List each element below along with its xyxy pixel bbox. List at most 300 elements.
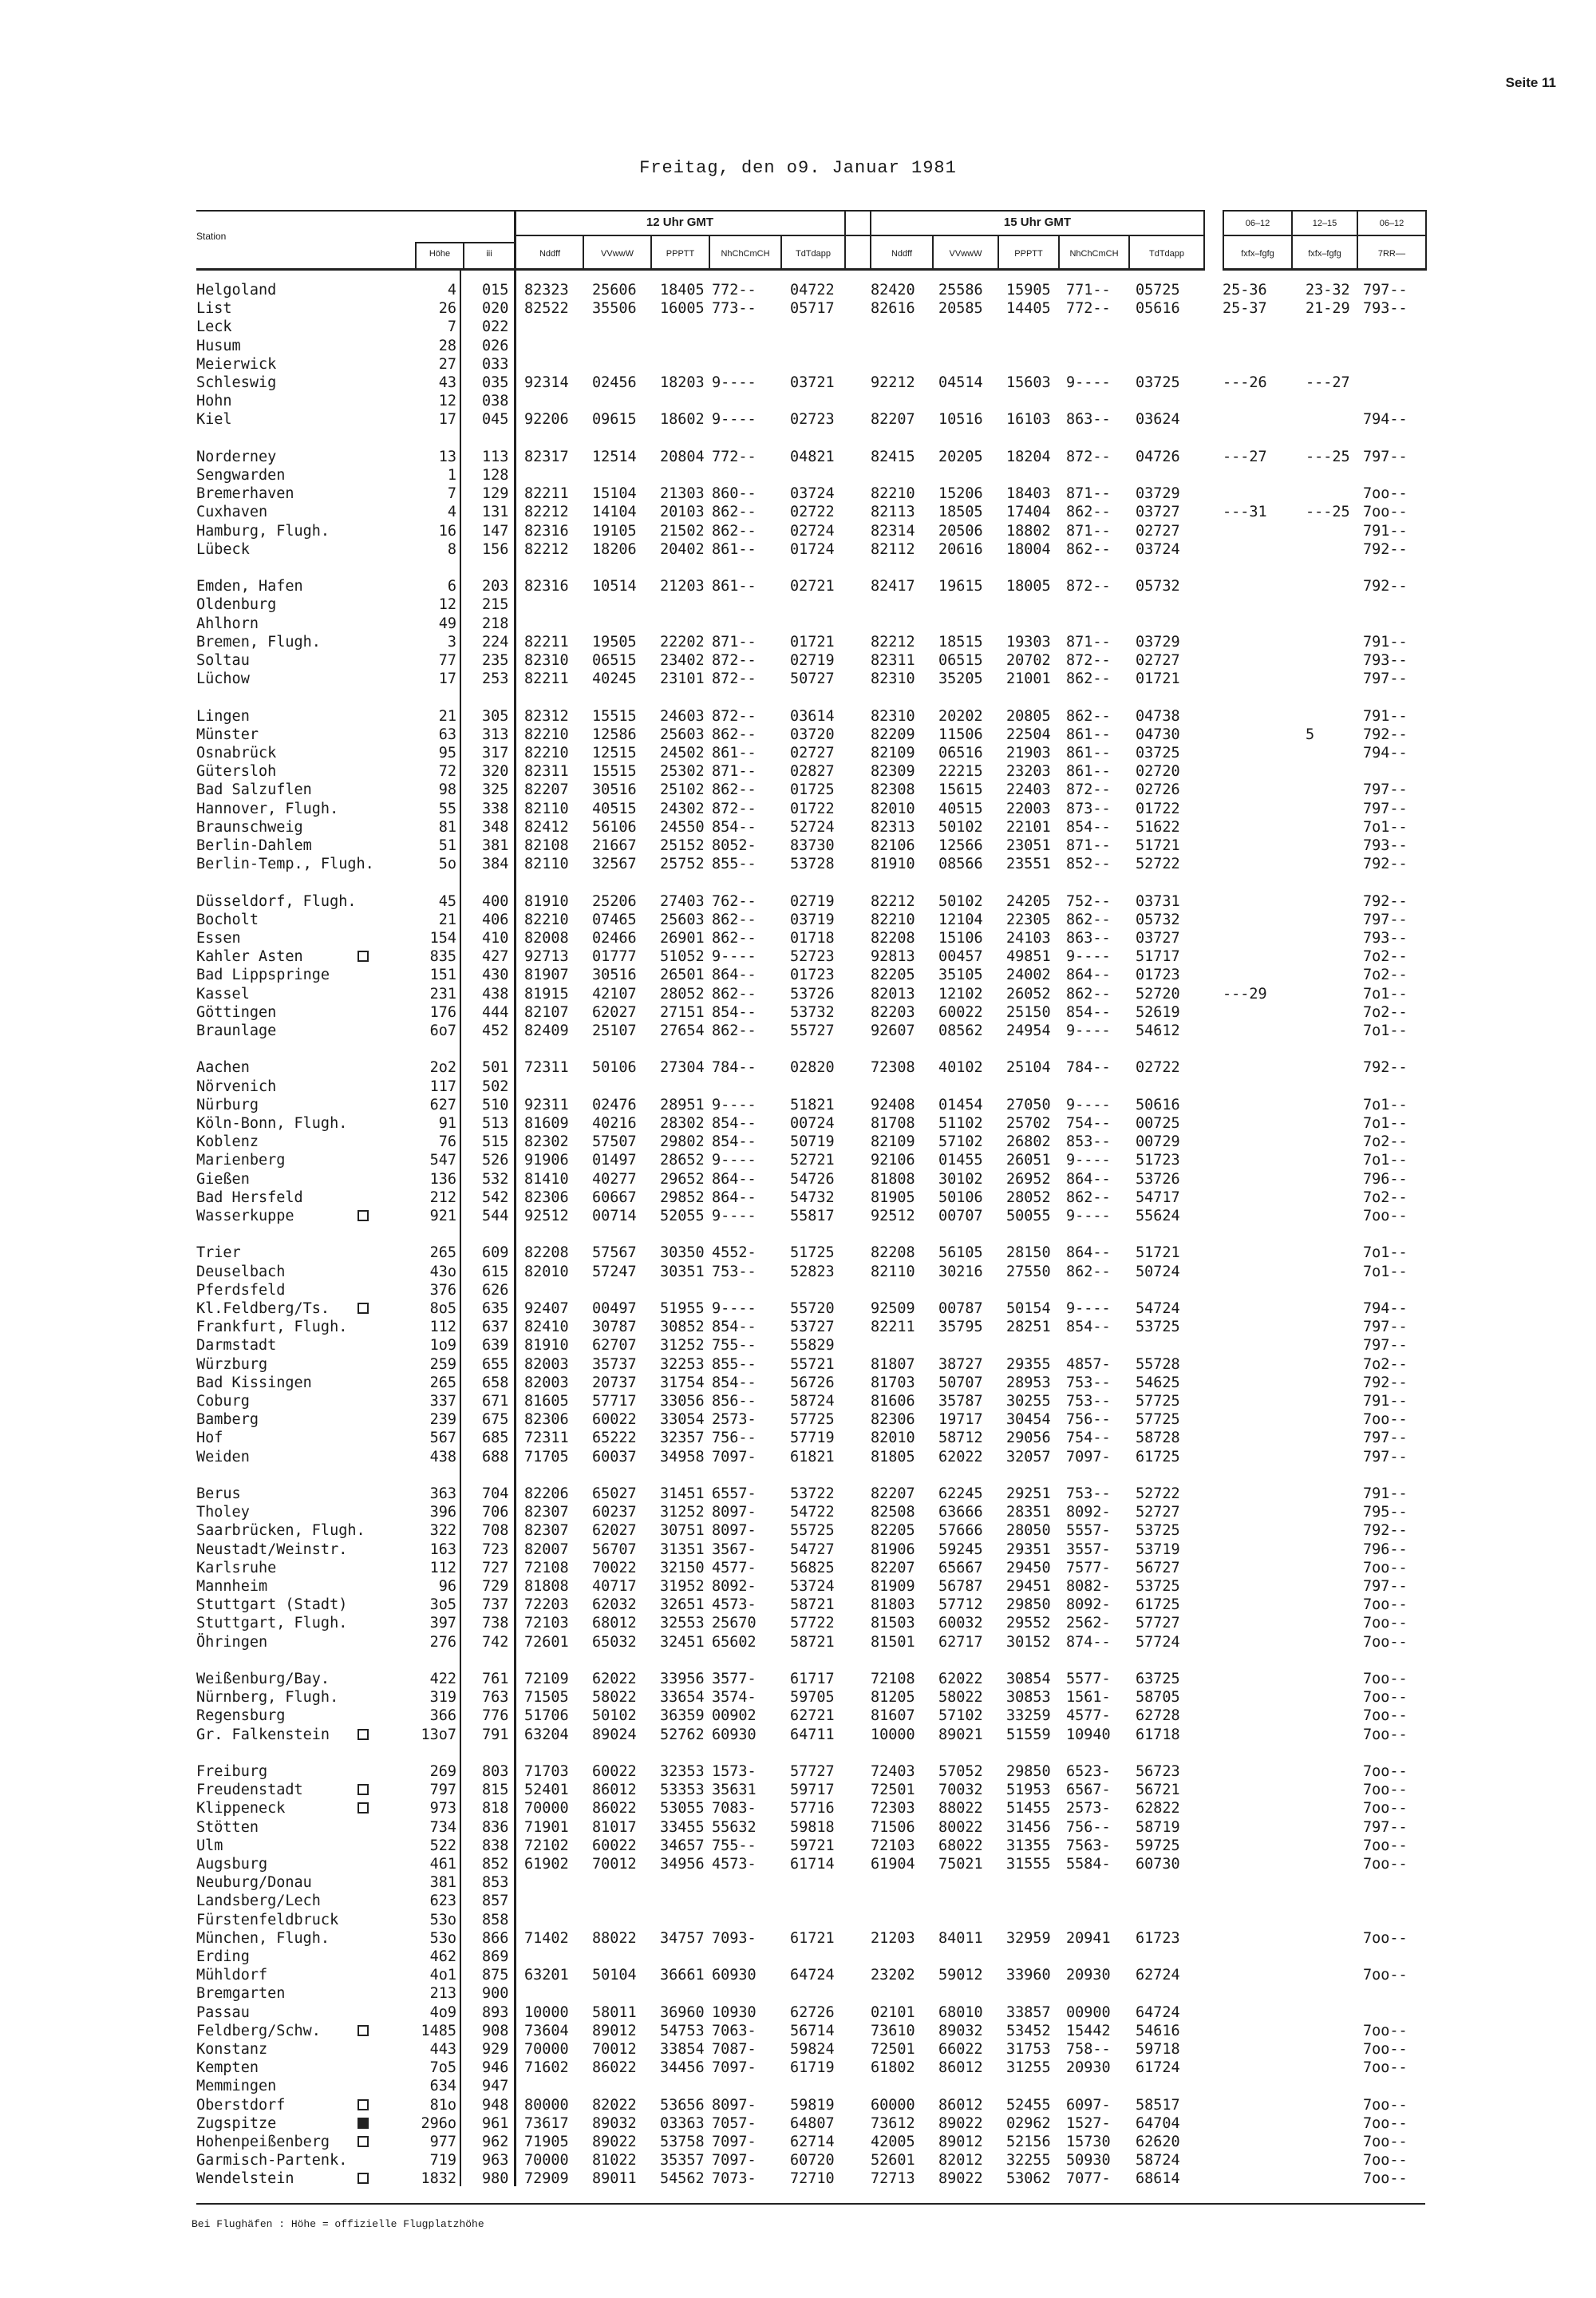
station-height: 21 bbox=[438, 912, 456, 928]
obs-15-value: 35795 bbox=[938, 1319, 983, 1335]
table-row bbox=[0, 1984, 1596, 2003]
obs-12-value: 88022 bbox=[592, 1930, 637, 1947]
obs-12-value: 54727 bbox=[790, 1541, 835, 1558]
table-row bbox=[0, 1003, 1596, 1022]
obs-15-value: 01722 bbox=[1136, 801, 1180, 817]
obs-12-value: 53055 bbox=[660, 1800, 705, 1817]
station-name: Weißenburg/Bay. bbox=[196, 1671, 330, 1687]
obs-12-value: 82211 bbox=[524, 634, 569, 651]
station-index: 626 bbox=[482, 1282, 509, 1299]
obs-12-value: 55727 bbox=[790, 1022, 835, 1039]
obs-12-value: 854-- bbox=[712, 1133, 757, 1150]
obs-12-value: 55829 bbox=[790, 1337, 835, 1354]
table-row bbox=[0, 2077, 1596, 2095]
obs-15-value: 32057 bbox=[1006, 1449, 1051, 1465]
obs-15-value: 53719 bbox=[1136, 1541, 1180, 1558]
obs-12-value: 31252 bbox=[660, 1504, 705, 1521]
obs-15-value: 61725 bbox=[1136, 1596, 1180, 1613]
obs-15-value: 772-- bbox=[1066, 300, 1111, 317]
obs-12-value: 82212 bbox=[524, 504, 569, 520]
obs-15-value: 31255 bbox=[1006, 2059, 1051, 2076]
obs-15-value: 58719 bbox=[1136, 1819, 1180, 1836]
obs-15-value: 84011 bbox=[938, 1930, 983, 1947]
station-index: 671 bbox=[482, 1393, 509, 1410]
station-height: 973 bbox=[429, 1800, 456, 1817]
obs-12-value: 862-- bbox=[712, 912, 757, 928]
obs-15-value: 49851 bbox=[1006, 948, 1051, 965]
station-name: Schleswig bbox=[196, 374, 277, 391]
obs-12-value: 28951 bbox=[660, 1097, 705, 1113]
obs-12-value: 52762 bbox=[660, 1726, 705, 1743]
station-height: 381 bbox=[429, 1874, 456, 1891]
obs-12-value: 861-- bbox=[712, 745, 757, 761]
obs-12-value: 81910 bbox=[524, 1337, 569, 1354]
station-index: 818 bbox=[482, 1800, 509, 1817]
table-row bbox=[0, 744, 1596, 762]
header-extra2-bottom: fxfx–fgfg bbox=[1308, 249, 1341, 259]
obs-12-value: 1573- bbox=[712, 1763, 757, 1780]
obs-12-value: 52723 bbox=[790, 948, 835, 965]
extra-value: 7o1-- bbox=[1363, 1244, 1408, 1261]
obs-12-value: 61717 bbox=[790, 1671, 835, 1687]
obs-15-value: 864-- bbox=[1066, 1171, 1111, 1188]
extra-value: 7oo-- bbox=[1363, 1596, 1408, 1613]
table-row bbox=[0, 448, 1596, 466]
station-index: 320 bbox=[482, 763, 509, 780]
obs-12-value: 25606 bbox=[592, 282, 637, 299]
square-icon bbox=[358, 951, 369, 962]
obs-15-value: 73610 bbox=[871, 2023, 915, 2039]
obs-15-value: 752-- bbox=[1066, 893, 1111, 910]
obs-12-value: 8092- bbox=[712, 1578, 757, 1595]
obs-15-value: 24103 bbox=[1006, 930, 1051, 947]
obs-15-value: 753-- bbox=[1066, 1393, 1111, 1410]
extra-value: 7o2-- bbox=[1363, 1133, 1408, 1150]
table-row bbox=[0, 1596, 1596, 1614]
obs-15-value: 82309 bbox=[871, 763, 915, 780]
obs-12-value: 62714 bbox=[790, 2134, 835, 2150]
obs-12-value: 31754 bbox=[660, 1374, 705, 1391]
obs-15-value: 66022 bbox=[938, 2041, 983, 2058]
obs-15-value: 82207 bbox=[871, 1485, 915, 1502]
obs-12-value: 15515 bbox=[592, 708, 637, 725]
obs-12-value: 64711 bbox=[790, 1726, 835, 1743]
obs-12-value: 72109 bbox=[524, 1671, 569, 1687]
obs-12-value: 52055 bbox=[660, 1208, 705, 1224]
obs-15-value: 02101 bbox=[871, 2004, 915, 2021]
obs-12-value: 02719 bbox=[790, 893, 835, 910]
station-name: Mannheim bbox=[196, 1578, 268, 1595]
obs-15-value: 81803 bbox=[871, 1596, 915, 1613]
station-height: 51 bbox=[438, 837, 456, 854]
station-height: 5o bbox=[438, 856, 456, 872]
obs-15-value: 9---- bbox=[1066, 1022, 1111, 1039]
obs-12-value: 01777 bbox=[592, 948, 637, 965]
table-row bbox=[0, 1892, 1596, 1910]
obs-12-value: 61821 bbox=[790, 1449, 835, 1465]
station-name: Berlin-Dahlem bbox=[196, 837, 312, 854]
table-row bbox=[0, 2114, 1596, 2133]
obs-15-value: 22215 bbox=[938, 763, 983, 780]
obs-12-value: 32150 bbox=[660, 1560, 705, 1576]
station-index: 131 bbox=[482, 504, 509, 520]
obs-12-value: 02727 bbox=[790, 745, 835, 761]
obs-12-value: 03720 bbox=[790, 726, 835, 743]
obs-12-value: 27654 bbox=[660, 1022, 705, 1039]
header-extra3-top: 06–12 bbox=[1379, 219, 1404, 228]
extra-value: 7o1-- bbox=[1363, 986, 1408, 1003]
obs-15-value: 03729 bbox=[1136, 634, 1180, 651]
obs-15-value: 20805 bbox=[1006, 708, 1051, 725]
obs-15-value: 72308 bbox=[871, 1059, 915, 1076]
obs-15-value: 20202 bbox=[938, 708, 983, 725]
station-height: 3o5 bbox=[429, 1596, 456, 1613]
station-name: Neustadt/Weinstr. bbox=[196, 1541, 348, 1558]
obs-15-value: 12566 bbox=[938, 837, 983, 854]
obs-15-value: 4857- bbox=[1066, 1356, 1111, 1373]
obs-12-value: 30787 bbox=[592, 1319, 637, 1335]
table-row bbox=[0, 595, 1596, 614]
station-name: Braunlage bbox=[196, 1022, 277, 1039]
obs-15-value: 02727 bbox=[1136, 652, 1180, 669]
obs-15-value: 04738 bbox=[1136, 708, 1180, 725]
station-name: Pferdsfeld bbox=[196, 1282, 286, 1299]
obs-15-value: 52455 bbox=[1006, 2097, 1051, 2114]
extra-value: 7oo-- bbox=[1363, 2059, 1408, 2076]
obs-12-value: 82317 bbox=[524, 449, 569, 465]
extra-value: 7o2-- bbox=[1363, 1004, 1408, 1021]
station-height: 55 bbox=[438, 801, 456, 817]
station-index: 156 bbox=[482, 541, 509, 558]
station-name: Aachen bbox=[196, 1059, 250, 1076]
obs-15-value: 00707 bbox=[938, 1208, 983, 1224]
obs-15-value: 56105 bbox=[938, 1244, 983, 1261]
square-icon bbox=[358, 1802, 369, 1813]
obs-12-value: 01725 bbox=[790, 781, 835, 798]
obs-15-value: 51717 bbox=[1136, 948, 1180, 965]
obs-15-value: 32255 bbox=[1006, 2152, 1051, 2169]
obs-12-value: 60237 bbox=[592, 1504, 637, 1521]
station-height: 45 bbox=[438, 893, 456, 910]
obs-15-value: 02726 bbox=[1136, 781, 1180, 798]
station-name: Tholey bbox=[196, 1504, 250, 1521]
obs-12-value: 21502 bbox=[660, 523, 705, 540]
obs-12-value: 89022 bbox=[592, 2134, 637, 2150]
station-index: 128 bbox=[482, 467, 509, 484]
obs-15-value: 92512 bbox=[871, 1208, 915, 1224]
extra-value: 797-- bbox=[1363, 1819, 1408, 1836]
obs-15-value: 863-- bbox=[1066, 411, 1111, 428]
obs-12-value: 872-- bbox=[712, 801, 757, 817]
obs-15-value: 28351 bbox=[1006, 1504, 1051, 1521]
obs-12-value: 34757 bbox=[660, 1930, 705, 1947]
obs-15-value: 26802 bbox=[1006, 1133, 1051, 1150]
station-index: 852 bbox=[482, 1856, 509, 1873]
obs-15-value: 68614 bbox=[1136, 2170, 1180, 2187]
station-name: Hannover, Flugh. bbox=[196, 801, 339, 817]
station-name: Oberstdorf bbox=[196, 2097, 286, 2114]
obs-12-value: 82210 bbox=[524, 912, 569, 928]
station-name: Öhringen bbox=[196, 1634, 268, 1651]
obs-15-value: 89022 bbox=[938, 2115, 983, 2132]
obs-15-value: 81906 bbox=[871, 1541, 915, 1558]
obs-15-value: 862-- bbox=[1066, 541, 1111, 558]
obs-15-value: 862-- bbox=[1066, 670, 1111, 687]
obs-15-value: 18005 bbox=[1006, 578, 1051, 595]
station-height: 112 bbox=[429, 1560, 456, 1576]
obs-12-value: 92512 bbox=[524, 1208, 569, 1224]
obs-15-value: 82209 bbox=[871, 726, 915, 743]
obs-15-value: 25150 bbox=[1006, 1004, 1051, 1021]
obs-12-value: 753-- bbox=[712, 1264, 757, 1280]
obs-15-value: 53452 bbox=[1006, 2023, 1051, 2039]
obs-12-value: 4573- bbox=[712, 1856, 757, 1873]
obs-12-value: 81017 bbox=[592, 1819, 637, 1836]
station-index: 317 bbox=[482, 745, 509, 761]
obs-12-value: 58721 bbox=[790, 1634, 835, 1651]
table-row bbox=[0, 1873, 1596, 1892]
station-index: 035 bbox=[482, 374, 509, 391]
obs-15-value: 88022 bbox=[938, 1800, 983, 1817]
station-name: Bremgarten bbox=[196, 1985, 286, 2002]
obs-15-value: 30152 bbox=[1006, 1634, 1051, 1651]
obs-12-value: 70000 bbox=[524, 1800, 569, 1817]
table-row bbox=[0, 1078, 1596, 1096]
station-index: 338 bbox=[482, 801, 509, 817]
station-index: 438 bbox=[482, 986, 509, 1003]
station-name: List bbox=[196, 300, 232, 317]
obs-12-value: 8097- bbox=[712, 1504, 757, 1521]
obs-12-value: 864-- bbox=[712, 1189, 757, 1206]
obs-12-value: 50104 bbox=[592, 1967, 637, 1984]
station-height: 337 bbox=[429, 1393, 456, 1410]
station-name: Mühldorf bbox=[196, 1967, 268, 1984]
station-name: Berlin-Temp., Flugh. bbox=[196, 856, 374, 872]
station-index: 510 bbox=[482, 1097, 509, 1113]
obs-15-value: 29056 bbox=[1006, 1430, 1051, 1446]
extra-value: 7o1-- bbox=[1363, 1022, 1408, 1039]
obs-15-value: 20930 bbox=[1066, 2059, 1111, 2076]
obs-12-value: 864-- bbox=[712, 967, 757, 983]
station-name: Braunschweig bbox=[196, 819, 303, 836]
obs-15-value: 92106 bbox=[871, 1152, 915, 1169]
station-name: Augsburg bbox=[196, 1856, 268, 1873]
obs-12-value: 82207 bbox=[524, 781, 569, 798]
station-index: 706 bbox=[482, 1504, 509, 1521]
station-height: 547 bbox=[429, 1152, 456, 1169]
extra-value: ---25 bbox=[1306, 449, 1350, 465]
station-index: 224 bbox=[482, 634, 509, 651]
header-a-vvwww: VVwwW bbox=[601, 249, 634, 259]
obs-15-value: 01723 bbox=[1136, 967, 1180, 983]
obs-12-value: 82412 bbox=[524, 819, 569, 836]
obs-12-value: 31252 bbox=[660, 1337, 705, 1354]
station-index: 688 bbox=[482, 1449, 509, 1465]
obs-15-value: 21001 bbox=[1006, 670, 1051, 687]
station-height: 63 bbox=[438, 726, 456, 743]
header-station: Station bbox=[196, 231, 227, 242]
obs-12-value: 82302 bbox=[524, 1133, 569, 1150]
obs-12-value: 72203 bbox=[524, 1596, 569, 1613]
obs-15-value: 9---- bbox=[1066, 1152, 1111, 1169]
obs-12-value: 54726 bbox=[790, 1171, 835, 1188]
obs-12-value: 82211 bbox=[524, 670, 569, 687]
obs-12-value: 40216 bbox=[592, 1115, 637, 1132]
station-name: Ahlhorn bbox=[196, 615, 259, 632]
station-height: 522 bbox=[429, 1837, 456, 1854]
square-icon bbox=[358, 1784, 369, 1795]
station-index: 685 bbox=[482, 1430, 509, 1446]
obs-15-value: 03725 bbox=[1136, 374, 1180, 391]
obs-15-value: 35205 bbox=[938, 670, 983, 687]
obs-15-value: 50106 bbox=[938, 1189, 983, 1206]
obs-12-value: 862-- bbox=[712, 523, 757, 540]
obs-15-value: 72403 bbox=[871, 1763, 915, 1780]
station-index: 325 bbox=[482, 781, 509, 798]
obs-15-value: 23551 bbox=[1006, 856, 1051, 872]
obs-12-value: 25302 bbox=[660, 763, 705, 780]
obs-12-value: 53732 bbox=[790, 1004, 835, 1021]
obs-12-value: 861-- bbox=[712, 541, 757, 558]
obs-15-value: 26952 bbox=[1006, 1171, 1051, 1188]
table-row bbox=[0, 1559, 1596, 1577]
obs-15-value: 18204 bbox=[1006, 449, 1051, 465]
obs-12-value: 60022 bbox=[592, 1837, 637, 1854]
obs-15-value: 61802 bbox=[871, 2059, 915, 2076]
obs-15-value: 27550 bbox=[1006, 1264, 1051, 1280]
obs-12-value: 59705 bbox=[790, 1689, 835, 1706]
table-row bbox=[0, 1355, 1596, 1374]
obs-12-value: 58011 bbox=[592, 2004, 637, 2021]
obs-15-value: 86012 bbox=[938, 2059, 983, 2076]
obs-15-value: 81805 bbox=[871, 1449, 915, 1465]
obs-12-value: 51725 bbox=[790, 1244, 835, 1261]
obs-12-value: 23402 bbox=[660, 652, 705, 669]
station-index: 776 bbox=[482, 1707, 509, 1724]
station-height: 719 bbox=[429, 2152, 456, 2169]
table-row bbox=[0, 855, 1596, 873]
obs-15-value: 38727 bbox=[938, 1356, 983, 1373]
obs-15-value: 92509 bbox=[871, 1300, 915, 1317]
obs-15-value: 18505 bbox=[938, 504, 983, 520]
obs-15-value: 92408 bbox=[871, 1097, 915, 1113]
station-index: 704 bbox=[482, 1485, 509, 1502]
obs-12-value: 53726 bbox=[790, 986, 835, 1003]
obs-12-value: 31952 bbox=[660, 1578, 705, 1595]
station-height: 213 bbox=[429, 1985, 456, 2002]
obs-12-value: 73617 bbox=[524, 2115, 569, 2132]
obs-15-value: 82207 bbox=[871, 1560, 915, 1576]
obs-12-value: 10514 bbox=[592, 578, 637, 595]
station-height: 13o7 bbox=[421, 1726, 456, 1743]
obs-12-value: 52724 bbox=[790, 819, 835, 836]
station-index: 384 bbox=[482, 856, 509, 872]
obs-15-value: 05616 bbox=[1136, 300, 1180, 317]
obs-15-value: 64724 bbox=[1136, 2004, 1180, 2021]
obs-12-value: 00902 bbox=[712, 1707, 757, 1724]
station-height: 634 bbox=[429, 2078, 456, 2094]
obs-12-value: 24302 bbox=[660, 801, 705, 817]
station-index: 015 bbox=[482, 282, 509, 299]
obs-12-value: 62027 bbox=[592, 1004, 637, 1021]
obs-15-value: 62724 bbox=[1136, 1967, 1180, 1984]
obs-12-value: 9---- bbox=[712, 1208, 757, 1224]
table-row bbox=[0, 781, 1596, 799]
table-row bbox=[0, 911, 1596, 929]
obs-15-value: 51102 bbox=[938, 1115, 983, 1132]
obs-15-value: 32959 bbox=[1006, 1930, 1051, 1947]
extra-value: 7oo-- bbox=[1363, 504, 1408, 520]
extra-value: 792-- bbox=[1363, 856, 1408, 872]
obs-15-value: 871-- bbox=[1066, 523, 1111, 540]
obs-15-value: 862-- bbox=[1066, 504, 1111, 520]
station-name: Cuxhaven bbox=[196, 504, 268, 520]
obs-15-value: 55728 bbox=[1136, 1356, 1180, 1373]
table-row bbox=[0, 1096, 1596, 1114]
obs-15-value: 9---- bbox=[1066, 948, 1111, 965]
station-index: 502 bbox=[482, 1078, 509, 1095]
obs-12-value: 55720 bbox=[790, 1300, 835, 1317]
obs-15-value: 81503 bbox=[871, 1615, 915, 1632]
obs-15-value: 15615 bbox=[938, 781, 983, 798]
obs-12-value: 04821 bbox=[790, 449, 835, 465]
extra-value: 7oo-- bbox=[1363, 2115, 1408, 2132]
extra-value: 792-- bbox=[1363, 541, 1408, 558]
station-height: 319 bbox=[429, 1689, 456, 1706]
obs-15-value: 23202 bbox=[871, 1967, 915, 1984]
station-name: Ulm bbox=[196, 1837, 223, 1854]
obs-15-value: 754-- bbox=[1066, 1430, 1111, 1446]
obs-15-value: 03729 bbox=[1136, 485, 1180, 502]
obs-15-value: 51455 bbox=[1006, 1800, 1051, 1817]
station-index: 406 bbox=[482, 912, 509, 928]
extra-value: 25-37 bbox=[1223, 300, 1267, 317]
station-index: 235 bbox=[482, 652, 509, 669]
station-index: 655 bbox=[482, 1356, 509, 1373]
obs-12-value: 9---- bbox=[712, 1300, 757, 1317]
obs-12-value: 82323 bbox=[524, 282, 569, 299]
obs-15-value: 862-- bbox=[1066, 708, 1111, 725]
obs-12-value: 29852 bbox=[660, 1189, 705, 1206]
obs-15-value: 92212 bbox=[871, 374, 915, 391]
extra-value: ---27 bbox=[1306, 374, 1350, 391]
obs-15-value: 25586 bbox=[938, 282, 983, 299]
station-name: Soltau bbox=[196, 652, 250, 669]
station-name: Deuselbach bbox=[196, 1264, 286, 1280]
obs-12-value: 855-- bbox=[712, 856, 757, 872]
obs-12-value: 40515 bbox=[592, 801, 637, 817]
obs-12-value: 56726 bbox=[790, 1374, 835, 1391]
obs-12-value: 3567- bbox=[712, 1541, 757, 1558]
station-name: Oldenburg bbox=[196, 596, 277, 613]
obs-12-value: 59721 bbox=[790, 1837, 835, 1854]
obs-15-value: 82306 bbox=[871, 1411, 915, 1428]
station-height: 17 bbox=[438, 670, 456, 687]
station-height: 835 bbox=[429, 948, 456, 965]
station-index: 853 bbox=[482, 1874, 509, 1891]
obs-12-value: 4577- bbox=[712, 1560, 757, 1576]
obs-12-value: 59824 bbox=[790, 2041, 835, 2058]
obs-12-value: 32553 bbox=[660, 1615, 705, 1632]
obs-15-value: 81909 bbox=[871, 1578, 915, 1595]
extra-value: 794-- bbox=[1363, 745, 1408, 761]
obs-12-value: 26501 bbox=[660, 967, 705, 983]
table-row bbox=[0, 800, 1596, 818]
extra-value: 792-- bbox=[1363, 893, 1408, 910]
obs-15-value: 10516 bbox=[938, 411, 983, 428]
obs-12-value: 856-- bbox=[712, 1393, 757, 1410]
obs-15-value: 29850 bbox=[1006, 1596, 1051, 1613]
